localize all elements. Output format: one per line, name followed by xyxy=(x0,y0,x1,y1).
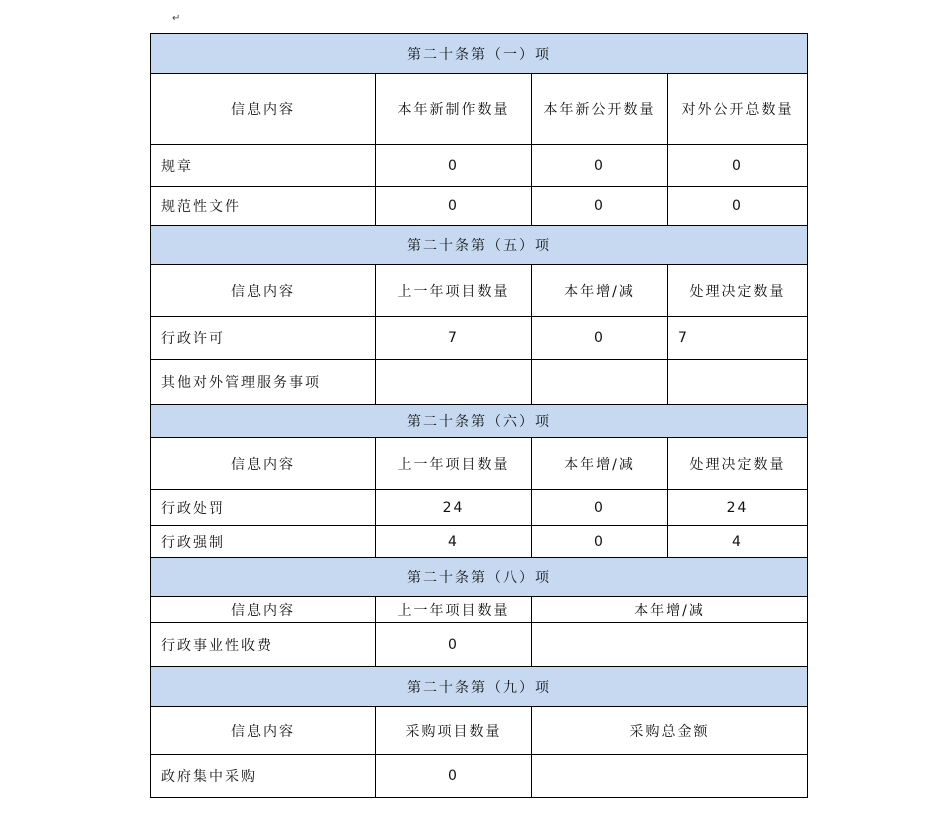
row-label: 政府集中采购 xyxy=(151,755,376,798)
section-header-row xyxy=(151,405,808,438)
column-header: 本年新制作数量 xyxy=(376,74,532,145)
column-header: 处理决定数量 xyxy=(668,265,808,317)
cell-value xyxy=(532,623,808,667)
column-header-row xyxy=(151,74,808,145)
cell-value: 0 xyxy=(532,526,668,558)
cell-value: 0 xyxy=(532,145,668,187)
row-label: 其他对外管理服务事项 xyxy=(151,360,376,405)
column-header-row xyxy=(151,438,808,490)
column-header: 信息内容 xyxy=(151,707,376,755)
row-label: 行政处罚 xyxy=(151,490,376,526)
paragraph-mark: ↵ xyxy=(172,13,181,24)
section-title: 第二十条第（一）项 xyxy=(151,34,808,74)
cell-value: 0 xyxy=(668,145,808,187)
cell-value: 0 xyxy=(376,755,532,798)
section-header-row xyxy=(151,226,808,265)
cell-value: 0 xyxy=(532,187,668,226)
row-label: 行政许可 xyxy=(151,317,376,360)
column-header: 对外公开总数量 xyxy=(668,74,808,145)
column-header: 处理决定数量 xyxy=(668,438,808,490)
cell-value: 7 xyxy=(376,317,532,360)
table-row xyxy=(151,755,808,798)
section-title: 第二十条第（九）项 xyxy=(151,667,808,707)
cell-value xyxy=(532,755,808,798)
section-header-row xyxy=(151,558,808,597)
section-header-row xyxy=(151,34,808,74)
row-label: 行政强制 xyxy=(151,526,376,558)
table-row xyxy=(151,145,808,187)
column-header-row xyxy=(151,265,808,317)
table-row xyxy=(151,526,808,558)
column-header: 上一年项目数量 xyxy=(376,597,532,623)
column-header-row xyxy=(151,597,808,623)
column-header: 信息内容 xyxy=(151,438,376,490)
column-header: 采购项目数量 xyxy=(376,707,532,755)
table-row xyxy=(151,360,808,405)
column-header: 本年增/减 xyxy=(532,438,668,490)
row-label: 规章 xyxy=(151,145,376,187)
cell-value: 0 xyxy=(532,317,668,360)
cell-value: 24 xyxy=(668,490,808,526)
column-header: 信息内容 xyxy=(151,74,376,145)
section-title: 第二十条第（六）项 xyxy=(151,405,808,438)
column-header: 信息内容 xyxy=(151,265,376,317)
section-title: 第二十条第（五）项 xyxy=(151,226,808,265)
table-row xyxy=(151,490,808,526)
row-label: 行政事业性收费 xyxy=(151,623,376,667)
column-header: 本年增/减 xyxy=(532,597,808,623)
cell-value xyxy=(376,360,532,405)
cell-value: 0 xyxy=(376,187,532,226)
cell-value: 4 xyxy=(376,526,532,558)
cell-value: 0 xyxy=(376,623,532,667)
column-header-row xyxy=(151,707,808,755)
section-title: 第二十条第（八）项 xyxy=(151,558,808,597)
table-row xyxy=(151,623,808,667)
disclosure-table xyxy=(150,33,808,798)
column-header: 上一年项目数量 xyxy=(376,265,532,317)
cell-value xyxy=(668,360,808,405)
cell-value: 7 xyxy=(668,317,808,360)
column-header: 信息内容 xyxy=(151,597,376,623)
cell-value: 4 xyxy=(668,526,808,558)
column-header: 采购总金额 xyxy=(532,707,808,755)
table-row xyxy=(151,317,808,360)
cell-value: 0 xyxy=(376,145,532,187)
section-header-row xyxy=(151,667,808,707)
column-header: 上一年项目数量 xyxy=(376,438,532,490)
cell-value: 0 xyxy=(668,187,808,226)
table-row xyxy=(151,187,808,226)
cell-value: 0 xyxy=(532,490,668,526)
column-header: 本年新公开数量 xyxy=(532,74,668,145)
cell-value xyxy=(532,360,668,405)
row-label: 规范性文件 xyxy=(151,187,376,226)
cell-value: 24 xyxy=(376,490,532,526)
column-header: 本年增/减 xyxy=(532,265,668,317)
